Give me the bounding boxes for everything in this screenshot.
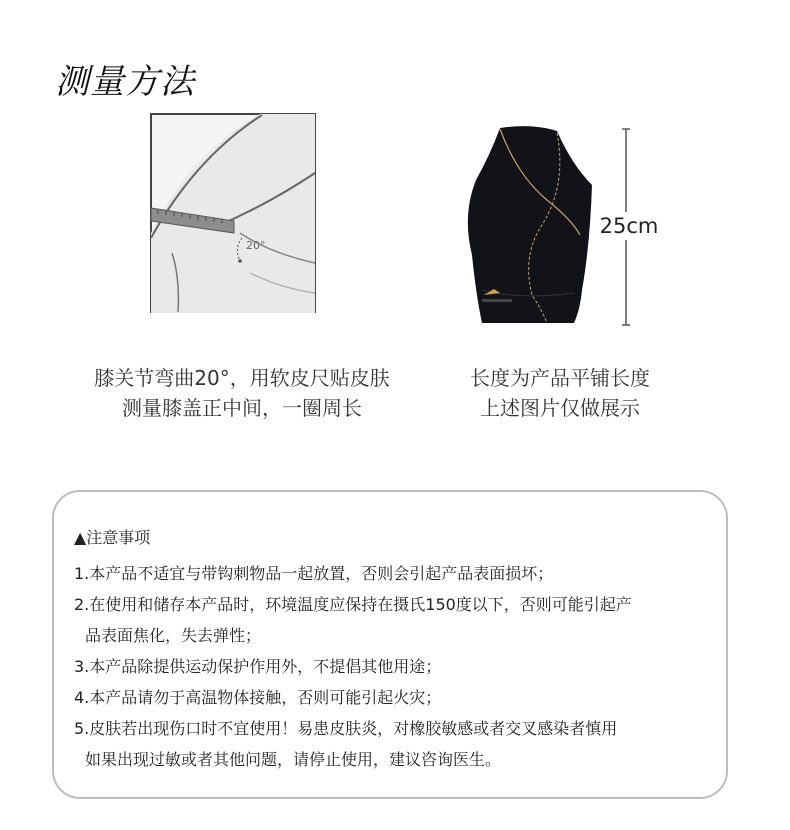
note-text: 4.本产品请勿于高温物体接触，否则可能引起火灾； (74, 688, 442, 707)
measurement-caption (70, 363, 414, 423)
note-item (74, 558, 714, 589)
page-title: 测量方法 (55, 62, 195, 102)
note-item (74, 713, 714, 775)
measurement-caption-line: 测量膝盖正中间，一圈周长 (122, 396, 362, 420)
note-item (74, 682, 714, 713)
notes-list (74, 527, 714, 775)
note-text: 3.本产品除提供运动保护作用外，不提倡其他用途； (74, 657, 442, 676)
note-text: 1.本产品不适宜与带钩刺物品一起放置，否则会引起产品表面损坏； (74, 564, 554, 583)
product-caption-line: 长度为产品平铺长度 (470, 366, 650, 390)
notes-heading: ▲注意事项 (74, 528, 151, 547)
note-item (74, 651, 714, 682)
note-item (74, 589, 714, 651)
note-text-continued: 如果出现过敏或者其他问题，请停止使用，建议咨询医生。 (85, 750, 502, 769)
note-text: 5.皮肤若出现伤口时不宜使用！易患皮肤炎，对橡胶敏感或者交叉感染者慎用 (74, 719, 618, 738)
knee-sleeve-image (462, 125, 597, 325)
product-caption-line: 上述图片仅做展示 (480, 396, 640, 420)
note-text-continued: 品表面焦化，失去弹性； (85, 626, 262, 645)
note-text: 2.在使用和储存本产品时，环境温度应保持在摄氏150度以下，否则可能引起产 (74, 595, 632, 614)
product-caption (450, 363, 670, 423)
height-label: 25cm (597, 212, 661, 240)
angle-label: 20° (246, 239, 266, 252)
knee-measurement-illustration (150, 113, 316, 313)
measurement-caption-line: 膝关节弯曲20°，用软皮尺贴皮肤 (94, 366, 390, 390)
